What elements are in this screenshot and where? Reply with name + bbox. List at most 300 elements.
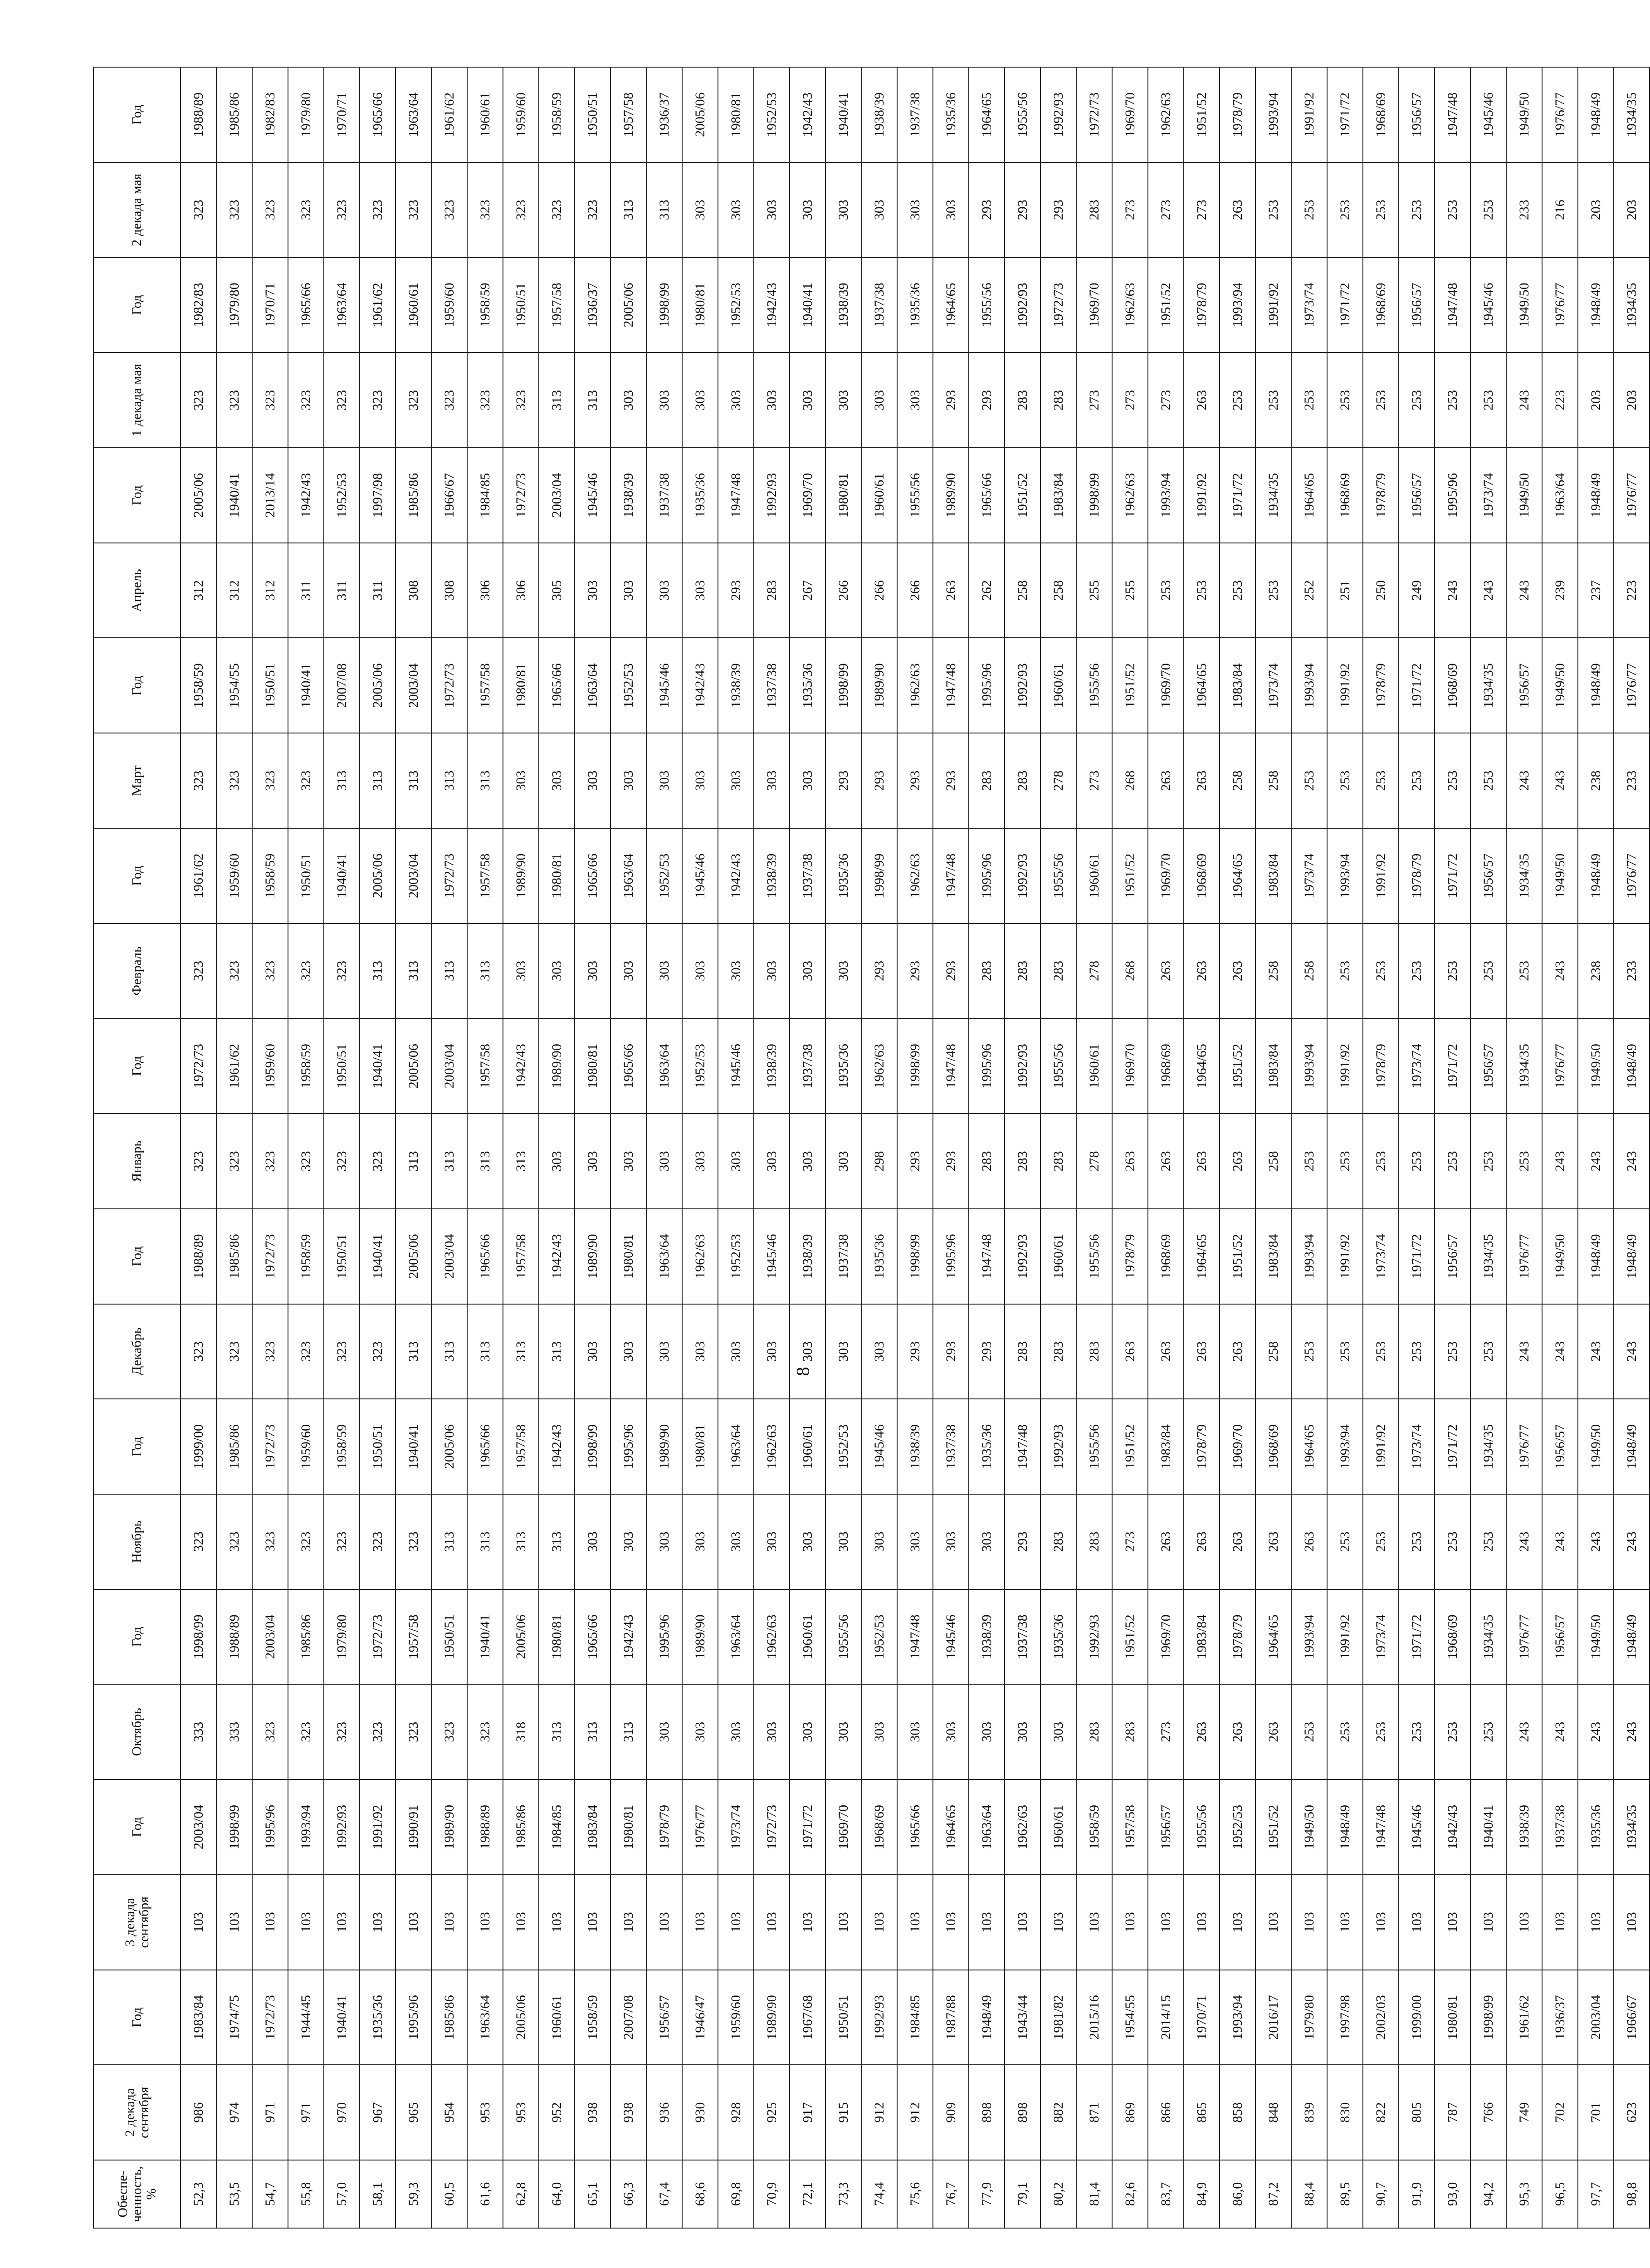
table-cell: 953 — [467, 2065, 503, 2160]
table-cell: 303 — [861, 1494, 897, 1589]
table-cell: 258 — [1255, 1114, 1291, 1209]
table-cell: 103 — [1076, 1875, 1112, 1970]
table-cell: 58,1 — [360, 2160, 395, 2228]
table-cell: 1969/70 — [1220, 1399, 1255, 1494]
table-cell: 263 — [1148, 733, 1184, 828]
table-cell: 2013/14 — [252, 448, 288, 543]
table-cell: 273 — [1148, 1684, 1184, 1779]
table-cell: 1945/46 — [1399, 1779, 1435, 1875]
table-cell: 1957/58 — [467, 1018, 503, 1114]
table-cell: 96,5 — [1542, 2160, 1578, 2228]
table-cell: 1942/43 — [718, 828, 754, 924]
table-row — [360, 67, 395, 2228]
table-cell: 313 — [575, 352, 610, 448]
table-cell: 70,9 — [754, 2160, 790, 2228]
table-cell: 303 — [503, 733, 539, 828]
table-cell: 1972/73 — [1040, 258, 1076, 353]
table-cell: 2005/06 — [503, 1589, 539, 1685]
table-cell: 1971/72 — [1399, 1589, 1435, 1685]
column-header: Ноябрь — [93, 1494, 181, 1589]
table-cell: 1992/93 — [861, 1970, 897, 2065]
table-cell: 2005/06 — [431, 1399, 467, 1494]
table-row — [754, 67, 790, 2228]
table-cell: 1984/85 — [897, 1970, 933, 2065]
table-cell: 1949/50 — [1291, 1779, 1327, 1875]
table-cell: 323 — [288, 733, 324, 828]
table-cell: 303 — [754, 162, 790, 258]
table-cell: 323 — [395, 352, 431, 448]
table-cell: 263 — [1184, 1494, 1220, 1589]
table-cell: 1964/65 — [969, 67, 1005, 162]
table-cell: 243 — [1578, 1114, 1614, 1209]
table-cell: 252 — [1291, 543, 1327, 638]
table-cell: 333 — [216, 1684, 252, 1779]
table-cell: 1993/94 — [1220, 258, 1255, 353]
table-row — [252, 67, 288, 2228]
table-cell: 283 — [754, 543, 790, 638]
table-cell: 103 — [1399, 1875, 1435, 1970]
table-cell: 243 — [1435, 543, 1470, 638]
table-cell: 1940/41 — [288, 638, 324, 733]
table-cell: 293 — [718, 543, 754, 638]
table-cell: 1980/81 — [682, 1399, 718, 1494]
table-cell: 243 — [1614, 1304, 1650, 1399]
table-cell: 313 — [395, 733, 431, 828]
table-cell: 1965/66 — [575, 828, 610, 924]
table-cell: 1934/35 — [1506, 1018, 1542, 1114]
table-cell: 303 — [825, 352, 861, 448]
table-cell: 313 — [431, 733, 467, 828]
table-row — [539, 67, 575, 2228]
table-cell: 1948/49 — [1327, 1779, 1363, 1875]
table-cell: 1947/48 — [933, 638, 969, 733]
table-cell: 1998/99 — [825, 638, 861, 733]
table-cell: 303 — [610, 1494, 646, 1589]
table-cell: 1961/62 — [1506, 1970, 1542, 2065]
table-cell: 293 — [933, 733, 969, 828]
table-cell: 1989/90 — [933, 448, 969, 543]
table-cell: 1957/58 — [395, 1589, 431, 1685]
table-cell: 243 — [1506, 1494, 1542, 1589]
table-cell: 1959/60 — [252, 1018, 288, 1114]
table-cell: 303 — [718, 1304, 754, 1399]
table-cell: 2003/04 — [539, 448, 575, 543]
table-cell: 1949/50 — [1542, 638, 1578, 733]
table-cell: 293 — [933, 1304, 969, 1399]
table-cell: 306 — [503, 543, 539, 638]
table-cell: 1998/99 — [216, 1779, 252, 1875]
table-container — [93, 67, 1639, 2229]
table-cell: 1962/63 — [897, 638, 933, 733]
table-cell: 1993/94 — [1291, 1209, 1327, 1304]
table-row — [1040, 67, 1076, 2228]
table-cell: 1991/92 — [1327, 638, 1363, 733]
table-cell: 103 — [1112, 1875, 1148, 1970]
table-cell: 1988/89 — [181, 67, 216, 162]
table-cell: 303 — [718, 352, 754, 448]
table-cell: 1998/99 — [1076, 448, 1112, 543]
table-cell: 52,3 — [181, 2160, 216, 2228]
table-cell: 1983/84 — [181, 1970, 216, 2065]
table-cell: 1947/48 — [1435, 67, 1470, 162]
table-cell: 303 — [646, 924, 682, 1019]
table-cell: 1944/45 — [288, 1970, 324, 2065]
table-cell: 928 — [718, 2065, 754, 2160]
table-cell: 103 — [646, 1875, 682, 1970]
table-cell: 253 — [1255, 162, 1291, 258]
table-cell: 253 — [1363, 352, 1399, 448]
column-header: 1 декада мая — [93, 352, 181, 448]
table-cell: 98,8 — [1614, 2160, 1650, 2228]
table-row — [288, 67, 324, 2228]
table-cell: 1940/41 — [1470, 1779, 1506, 1875]
table-cell: 1970/71 — [252, 258, 288, 353]
table-cell: 283 — [1005, 1304, 1040, 1399]
table-cell: 303 — [825, 1304, 861, 1399]
table-row — [1614, 67, 1650, 2228]
table-cell: 1969/70 — [1148, 828, 1184, 924]
table-cell: 323 — [324, 924, 360, 1019]
table-cell: 91,9 — [1399, 2160, 1435, 2228]
table-cell: 103 — [1184, 1875, 1220, 1970]
table-cell: 1937/38 — [754, 638, 790, 733]
table-cell: 1998/99 — [181, 1589, 216, 1685]
table-cell: 303 — [861, 352, 897, 448]
table-cell: 1978/79 — [1112, 1209, 1148, 1304]
table-cell: 1945/46 — [646, 638, 682, 733]
table-cell: 303 — [646, 1304, 682, 1399]
table-cell: 1969/70 — [825, 1779, 861, 1875]
table-cell: 1967/68 — [790, 1970, 825, 2065]
table-cell: 1983/84 — [575, 1779, 610, 1875]
table-cell: 243 — [1506, 733, 1542, 828]
table-cell: 1964/65 — [1291, 1399, 1327, 1494]
table-cell: 1965/66 — [897, 1779, 933, 1875]
table-cell: 103 — [1220, 1875, 1255, 1970]
table-cell: 1947/48 — [969, 1209, 1005, 1304]
table-cell: 2003/04 — [181, 1779, 216, 1875]
table-cell: 1961/62 — [216, 1018, 252, 1114]
table-cell: 1938/39 — [969, 1589, 1005, 1685]
table-cell: 323 — [575, 162, 610, 258]
table-cell: 253 — [1363, 1114, 1399, 1209]
table-cell: 1968/69 — [1327, 448, 1363, 543]
table-cell: 103 — [933, 1875, 969, 1970]
table-cell: 60,5 — [431, 2160, 467, 2228]
table-cell: 313 — [503, 1494, 539, 1589]
table-cell: 253 — [1327, 352, 1363, 448]
table-cell: 253 — [1435, 1684, 1470, 1779]
table-cell: 333 — [181, 1684, 216, 1779]
table-cell: 313 — [467, 924, 503, 1019]
table-cell: 1954/55 — [1112, 1970, 1148, 2065]
table-cell: 1946/47 — [682, 1970, 718, 2065]
table-cell: 1961/62 — [431, 67, 467, 162]
table-cell: 263 — [1220, 1114, 1255, 1209]
table-cell: 303 — [790, 1494, 825, 1589]
table-cell: 749 — [1506, 2065, 1542, 2160]
table-row — [790, 67, 825, 2228]
table-cell: 303 — [503, 924, 539, 1019]
table-cell: 253 — [1327, 1114, 1363, 1209]
table-cell: 312 — [252, 543, 288, 638]
table-row — [1148, 67, 1184, 2228]
table-row — [1291, 67, 1327, 2228]
table-cell: 303 — [718, 1114, 754, 1209]
table-cell: 1947/48 — [933, 1018, 969, 1114]
table-cell: 303 — [682, 1494, 718, 1589]
table-cell: 1950/51 — [431, 1589, 467, 1685]
table-cell: 1969/70 — [1112, 1018, 1148, 1114]
table-cell: 253 — [1435, 924, 1470, 1019]
table-cell: 1966/67 — [431, 448, 467, 543]
table-cell: 1985/86 — [288, 1589, 324, 1685]
table-cell: 303 — [790, 924, 825, 1019]
table-cell: 1950/51 — [825, 1970, 861, 2065]
table-cell: 103 — [360, 1875, 395, 1970]
table-cell: 255 — [1112, 543, 1148, 638]
table-cell: 1971/72 — [1399, 1209, 1435, 1304]
table-cell: 1958/59 — [1076, 1779, 1112, 1875]
table-cell: 303 — [682, 733, 718, 828]
column-header: 3 декада сентября — [93, 1875, 181, 1970]
table-row — [1363, 67, 1399, 2228]
table-cell: 1952/53 — [861, 1589, 897, 1685]
table-cell: 1985/86 — [395, 448, 431, 543]
table-cell: 303 — [754, 733, 790, 828]
table-cell: 323 — [288, 352, 324, 448]
table-cell: 308 — [395, 543, 431, 638]
table-cell: 303 — [646, 1684, 682, 1779]
table-cell: 1963/64 — [395, 67, 431, 162]
table-cell: 1952/53 — [754, 67, 790, 162]
table-cell: 253 — [1291, 1114, 1327, 1209]
table-cell: 1952/53 — [682, 1018, 718, 1114]
table-cell: 283 — [1005, 352, 1040, 448]
table-cell: 1976/77 — [1542, 67, 1578, 162]
table-cell: 283 — [1112, 1684, 1148, 1779]
table-cell: 283 — [1076, 162, 1112, 258]
table-row — [1435, 67, 1470, 2228]
table-cell: 303 — [718, 1494, 754, 1589]
table-cell: 1960/61 — [1076, 1018, 1112, 1114]
table-cell: 82,6 — [1112, 2160, 1148, 2228]
table-cell: 93,0 — [1435, 2160, 1470, 2228]
table-cell: 930 — [682, 2065, 718, 2160]
table-cell: 103 — [1470, 1875, 1506, 1970]
table-cell: 2005/06 — [360, 828, 395, 924]
table-cell: 1964/65 — [1184, 638, 1220, 733]
table-cell: 313 — [503, 1304, 539, 1399]
table-cell: 253 — [1470, 733, 1506, 828]
table-cell: 293 — [897, 733, 933, 828]
table-cell: 1982/83 — [252, 67, 288, 162]
table-cell: 263 — [1220, 1684, 1255, 1779]
table-cell: 1992/93 — [1076, 1589, 1112, 1685]
table-cell: 1976/77 — [1542, 258, 1578, 353]
table-cell: 1989/90 — [861, 638, 897, 733]
table-cell: 1950/51 — [575, 67, 610, 162]
table-cell: 1938/39 — [754, 1018, 790, 1114]
table-cell: 1965/66 — [360, 67, 395, 162]
table-cell: 1983/84 — [1148, 1399, 1184, 1494]
table-cell: 273 — [1112, 162, 1148, 258]
table-cell: 2005/06 — [610, 258, 646, 353]
table-cell: 2003/04 — [431, 1018, 467, 1114]
table-cell: 293 — [861, 733, 897, 828]
table-cell: 278 — [1040, 733, 1076, 828]
table-cell: 66,3 — [610, 2160, 646, 2228]
table-cell: 323 — [181, 733, 216, 828]
table-cell: 283 — [1040, 1494, 1076, 1589]
table-cell: 79,1 — [1005, 2160, 1040, 2228]
table-cell: 1989/90 — [682, 1589, 718, 1685]
table-cell: 1956/57 — [1506, 638, 1542, 733]
table-cell: 1989/90 — [539, 1018, 575, 1114]
table-cell: 72,1 — [790, 2160, 825, 2228]
table-cell: 1968/69 — [1363, 67, 1399, 162]
table-cell: 311 — [324, 543, 360, 638]
table-cell: 76,7 — [933, 2160, 969, 2228]
table-cell: 283 — [1005, 924, 1040, 1019]
table-cell: 848 — [1255, 2065, 1291, 2160]
table-cell: 323 — [216, 1304, 252, 1399]
table-cell: 1998/99 — [897, 1209, 933, 1304]
table-cell: 59,3 — [395, 2160, 431, 2228]
table-cell: 1937/38 — [790, 1018, 825, 1114]
table-cell: 323 — [181, 1304, 216, 1399]
table-cell: 74,4 — [861, 2160, 897, 2228]
table-cell: 323 — [181, 1494, 216, 1589]
table-cell: 1993/94 — [288, 1779, 324, 1875]
table-cell: 2003/04 — [1578, 1970, 1614, 2065]
table-cell: 203 — [1578, 352, 1614, 448]
table-cell: 313 — [360, 733, 395, 828]
table-cell: 237 — [1578, 543, 1614, 638]
table-cell: 2002/03 — [1363, 1970, 1399, 2065]
table-cell: 243 — [1614, 1494, 1650, 1589]
table-cell: 293 — [897, 1304, 933, 1399]
table-cell: 323 — [395, 1494, 431, 1589]
table-cell: 1978/79 — [1184, 258, 1220, 353]
table-cell: 303 — [933, 162, 969, 258]
table-cell: 253 — [1148, 543, 1184, 638]
table-cell: 1995/96 — [252, 1779, 288, 1875]
table-cell: 925 — [754, 2065, 790, 2160]
table-cell: 1948/49 — [1614, 1209, 1650, 1304]
table-cell: 86,0 — [1220, 2160, 1255, 2228]
table-cell: 303 — [682, 1304, 718, 1399]
table-cell: 323 — [467, 352, 503, 448]
table-cell: 1956/57 — [1435, 1209, 1470, 1304]
table-cell: 253 — [1363, 1304, 1399, 1399]
table-row — [1005, 67, 1040, 2228]
table-cell: 323 — [252, 1114, 288, 1209]
table-cell: 263 — [1184, 924, 1220, 1019]
table-cell: 273 — [1112, 352, 1148, 448]
table-cell: 303 — [539, 924, 575, 1019]
table-cell: 1952/53 — [324, 448, 360, 543]
table-cell: 915 — [825, 2065, 861, 2160]
table-cell: 1988/89 — [181, 1209, 216, 1304]
table-cell: 2005/06 — [395, 1209, 431, 1304]
table-row — [467, 67, 503, 2228]
table-cell: 313 — [575, 1684, 610, 1779]
table-cell: 1945/46 — [1470, 67, 1506, 162]
table-cell: 1956/57 — [1542, 1589, 1578, 1685]
table-cell: 323 — [252, 162, 288, 258]
table-cell: 103 — [861, 1875, 897, 1970]
table-cell: 1949/50 — [1578, 1399, 1614, 1494]
table-cell: 253 — [1399, 162, 1435, 258]
table-cell: 303 — [646, 733, 682, 828]
table-cell: 1983/84 — [1040, 448, 1076, 543]
table-cell: 303 — [646, 1114, 682, 1209]
table-cell: 1940/41 — [790, 258, 825, 353]
table-cell: 103 — [897, 1875, 933, 1970]
table-cell: 1964/65 — [1220, 828, 1255, 924]
table-cell: 1951/52 — [1220, 1018, 1255, 1114]
table-cell: 1934/35 — [1470, 638, 1506, 733]
table-cell: 1942/43 — [539, 1209, 575, 1304]
table-cell: 263 — [1220, 1304, 1255, 1399]
table-cell: 64,0 — [539, 2160, 575, 2228]
table-cell: 1958/59 — [467, 258, 503, 353]
table-cell: 303 — [754, 1494, 790, 1589]
table-cell: 1952/53 — [610, 638, 646, 733]
table-cell: 103 — [252, 1875, 288, 1970]
table-cell: 273 — [1148, 352, 1184, 448]
table-cell: 303 — [790, 352, 825, 448]
table-cell: 1958/59 — [181, 638, 216, 733]
table-cell: 1992/93 — [324, 1779, 360, 1875]
table-cell: 303 — [897, 352, 933, 448]
table-cell: 253 — [1435, 162, 1470, 258]
table-cell: 2007/08 — [610, 1970, 646, 2065]
table-header — [93, 67, 181, 2228]
table-cell: 323 — [360, 1684, 395, 1779]
table-cell: 293 — [825, 733, 861, 828]
table-cell: 1991/92 — [1363, 1399, 1399, 1494]
table-row — [610, 67, 646, 2228]
table-cell: 1935/36 — [1040, 1589, 1076, 1685]
table-cell: 243 — [1578, 1304, 1614, 1399]
table-cell: 912 — [861, 2065, 897, 2160]
table-cell: 313 — [467, 1494, 503, 1589]
table-cell: 323 — [467, 162, 503, 258]
table-cell: 1976/77 — [1506, 1399, 1542, 1494]
table-cell: 1952/53 — [1220, 1779, 1255, 1875]
table-cell: 1989/90 — [646, 1399, 682, 1494]
table-cell: 303 — [790, 162, 825, 258]
table-cell: 323 — [216, 924, 252, 1019]
table-cell: 103 — [181, 1875, 216, 1970]
table-row — [1255, 67, 1291, 2228]
table-cell: 1951/52 — [1184, 67, 1220, 162]
table-cell: 1995/96 — [1435, 448, 1470, 543]
table-cell: 253 — [1435, 1304, 1470, 1399]
table-cell: 258 — [1291, 924, 1327, 1019]
table-cell: 303 — [825, 162, 861, 258]
table-cell: 303 — [933, 1684, 969, 1779]
column-header: Год — [93, 448, 181, 543]
table-cell: 306 — [467, 543, 503, 638]
table-row — [181, 67, 216, 2228]
table-cell: 1948/49 — [969, 1970, 1005, 2065]
table-cell: 293 — [933, 352, 969, 448]
table-cell: 283 — [969, 924, 1005, 1019]
table-cell: 1962/63 — [754, 1399, 790, 1494]
